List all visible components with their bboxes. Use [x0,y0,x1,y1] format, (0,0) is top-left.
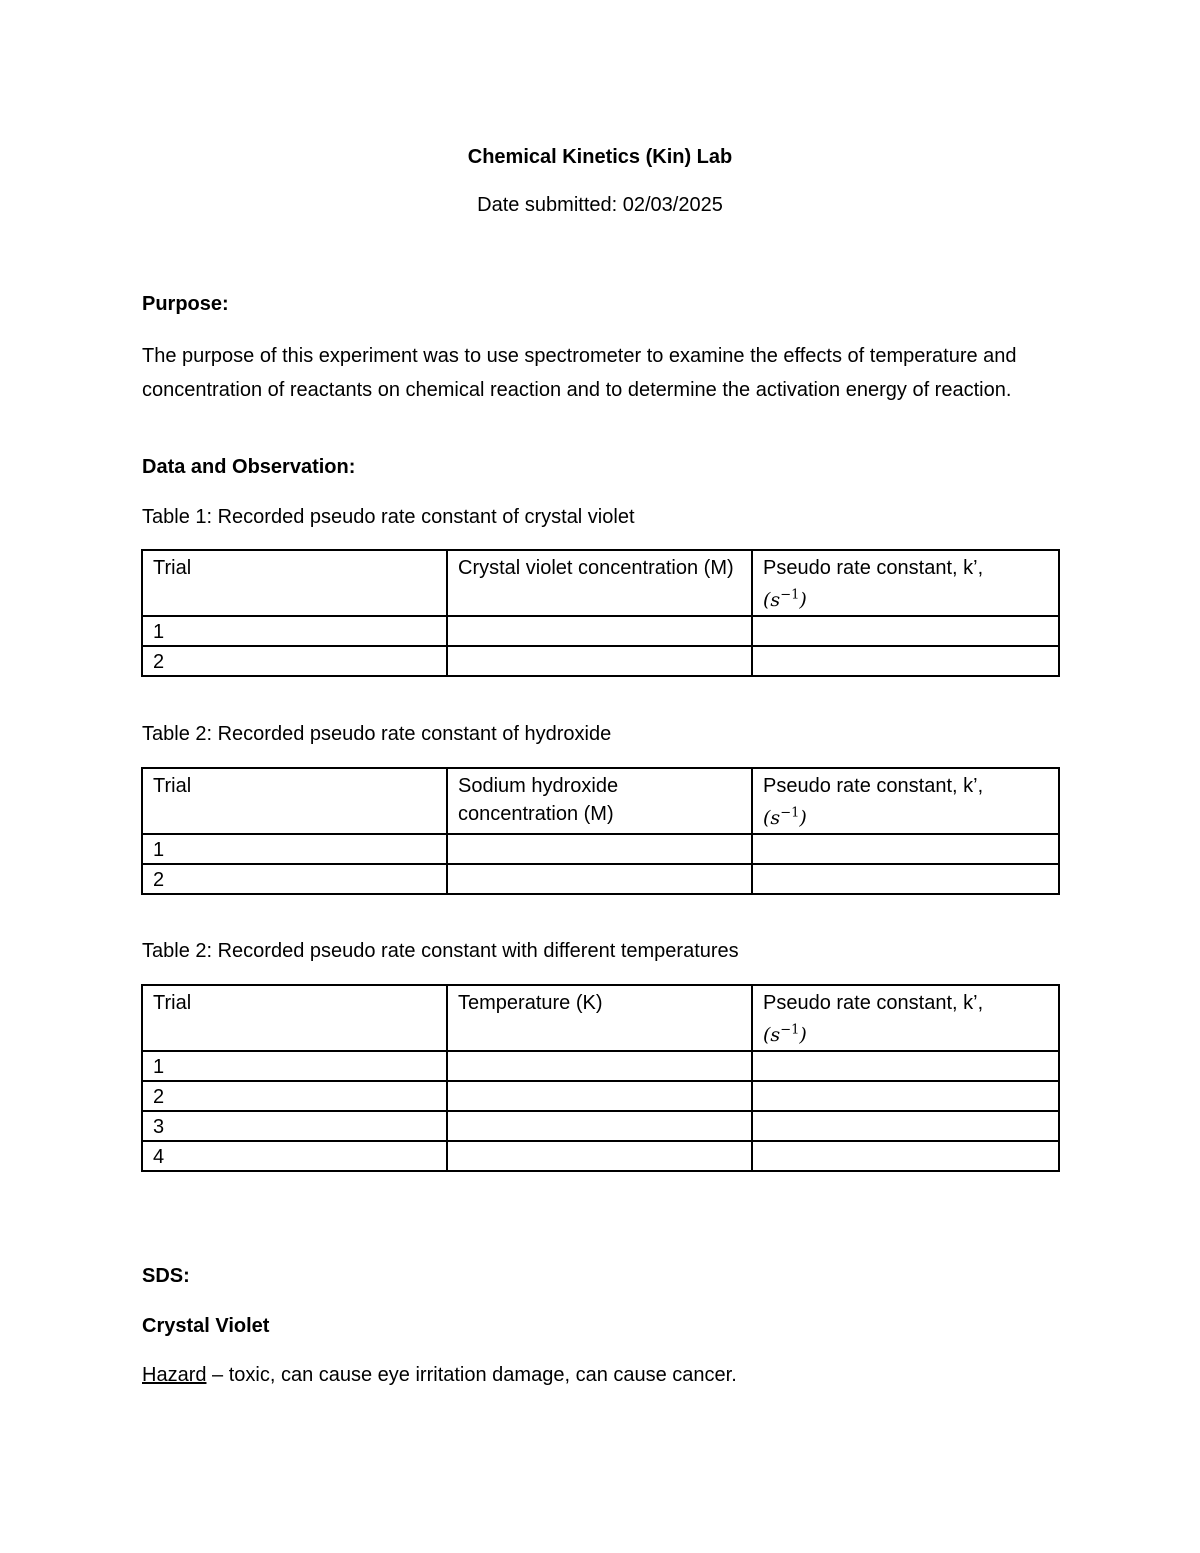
table-row [142,1081,1059,1111]
header-cell-concentration: Crystal violet concentration (M) [447,550,752,616]
purpose-heading: Purpose: [142,293,229,315]
header-cell-concentration: Sodium hydroxide concentration (M) [447,768,752,834]
header-cell-trial: Trial [142,768,447,834]
table-row [142,616,1059,646]
temperature-cell [447,1081,752,1111]
rate-constant-cell [752,1051,1059,1081]
hazard-text: – toxic, can cause eye irritation damage, can cause cancer. [206,1364,737,1386]
table-row [142,1051,1059,1081]
table-row [142,646,1059,676]
table-3-caption: Table 2: Recorded pseudo rate constant with different temperatures [142,940,739,962]
rate-constant-label: Pseudo rate constant, k’, [763,992,984,1014]
header-cell-rate-constant [752,768,1059,834]
trial-cell: 4 [142,1141,447,1171]
trial-cell: 2 [142,864,447,894]
concentration-cell [447,834,752,864]
document-title: Chemical Kinetics (Kin) Lab [467,146,733,168]
trial-cell: 1 [142,834,447,864]
rate-constant-label: Pseudo rate constant, k’, [763,557,984,579]
temperature-cell [447,1141,752,1171]
sds-substance-heading: Crystal Violet [142,1315,270,1337]
table-row [142,1141,1059,1171]
purpose-text: The purpose of this experiment was to use spectrometer to examine the effects of temperature and concentration of reactants on chemical reaction and to determine the activation energy of reaction. [142,345,1017,401]
trial-cell: 3 [142,1111,447,1141]
table-2-caption: Table 2: Recorded pseudo rate constant of hydroxide [142,723,612,745]
rate-constant-cell [752,616,1059,646]
rate-constant-cell [752,1141,1059,1171]
table-2 [141,767,1060,895]
unit-inverse-seconds: $(s^{-1})$ [763,588,807,612]
date-submitted: Date submitted: 02/03/2025 [477,194,723,216]
table-row [142,864,1059,894]
concentration-cell [447,616,752,646]
rate-constant-cell [752,1081,1059,1111]
trial-cell: 2 [142,646,447,676]
rate-constant-label: Pseudo rate constant, k’, [763,775,984,797]
table-header-row [142,768,1059,834]
sds-heading: SDS: [142,1265,190,1287]
concentration-cell [447,646,752,676]
trial-cell: 2 [142,1081,447,1111]
header-cell-temperature: Temperature (K) [447,985,752,1051]
trial-cell: 1 [142,616,447,646]
unit-inverse-seconds: $(s^{-1})$ [763,1023,807,1047]
table-header-row [142,550,1059,616]
data-observation-heading: Data and Observation: [142,456,356,478]
rate-constant-cell [752,1111,1059,1141]
trial-cell: 1 [142,1051,447,1081]
rate-constant-cell [752,864,1059,894]
table-3 [141,984,1060,1172]
hazard-line [142,1363,737,1387]
header-cell-rate-constant [752,550,1059,616]
table-row [142,834,1059,864]
temperature-cell [447,1111,752,1141]
unit-inverse-seconds: $(s^{-1})$ [763,806,807,830]
table-1-caption: Table 1: Recorded pseudo rate constant of crystal violet [142,506,635,528]
table-row [142,1111,1059,1141]
header-cell-trial: Trial [142,550,447,616]
header-cell-rate-constant [752,985,1059,1051]
header-cell-trial: Trial [142,985,447,1051]
rate-constant-cell [752,834,1059,864]
table-1 [141,549,1060,677]
temperature-cell [447,1051,752,1081]
table-header-row [142,985,1059,1051]
rate-constant-cell [752,646,1059,676]
concentration-cell [447,864,752,894]
hazard-label: Hazard [142,1364,207,1386]
